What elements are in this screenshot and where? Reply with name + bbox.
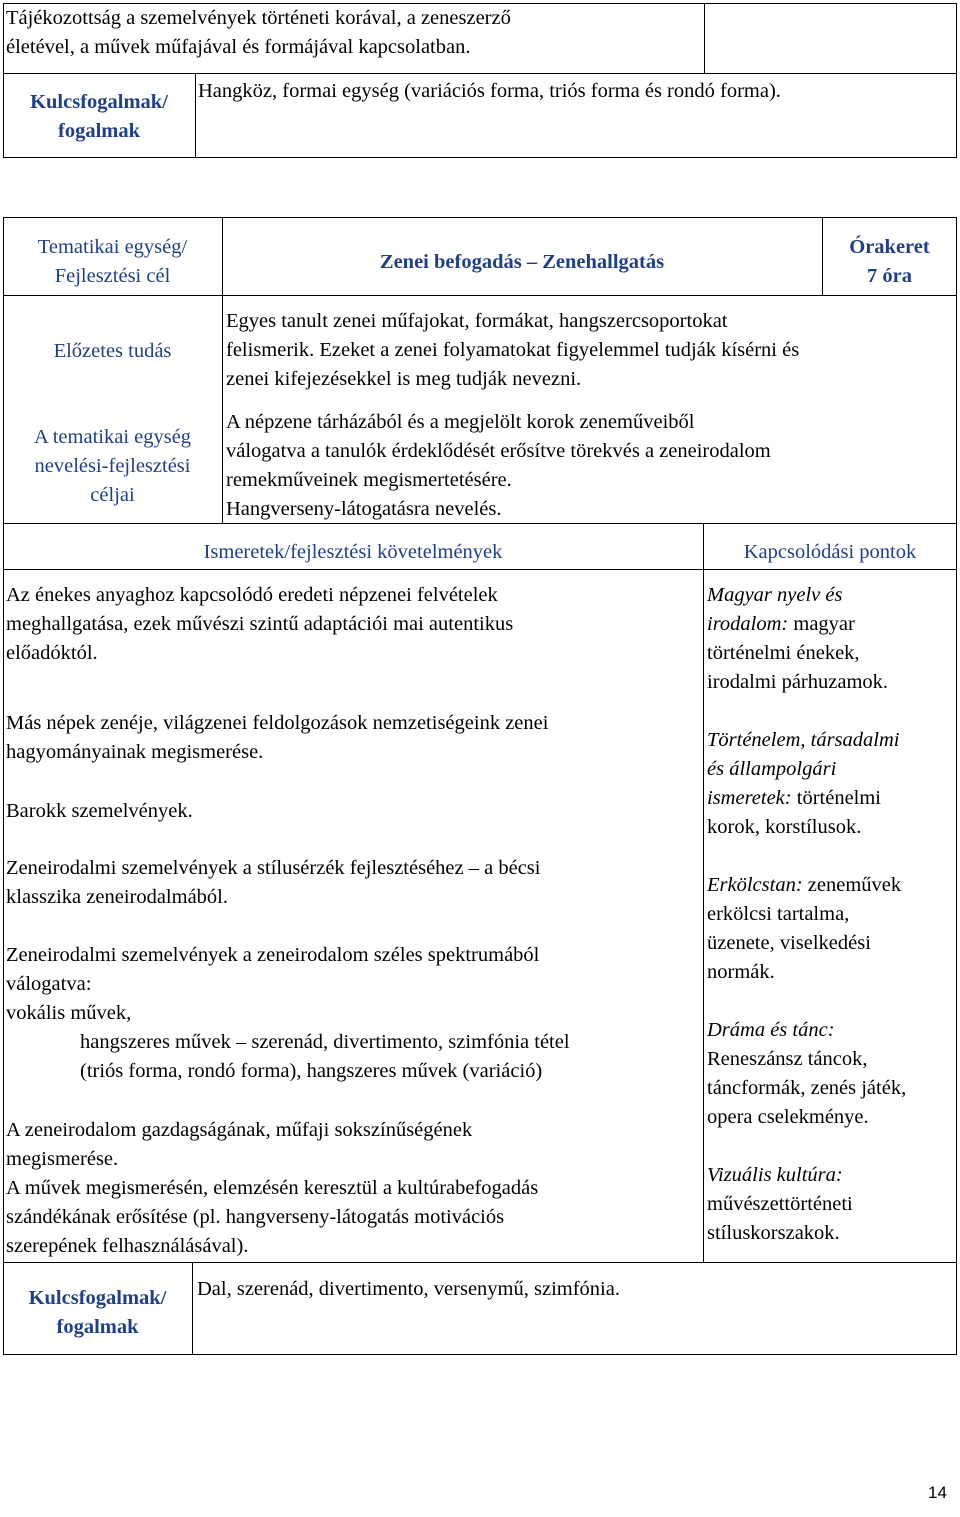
row-divider-1 — [3, 295, 957, 296]
hours-block — [822, 233, 957, 291]
page-number: 14 — [928, 1483, 947, 1502]
req-paragraph-5: Zeneirodalmi szemelvények a zeneirodalom széles spektrumából válogatva: vokális művek, — [6, 944, 540, 1024]
connection-literature: Magyar nyelv és irodalom: magyar történelmi énekek, irodalmi párhuzamok. — [707, 584, 889, 693]
req-paragraph-1: Az énekes anyaghoz kapcsolódó eredeti népzenei felvételek meghallgatása, ezek művészi szintű adaptációi mai autentikus előadóktól. — [6, 584, 514, 664]
req-paragraph-4: Zeneirodalmi szemelvények a stílusérzék fejlesztéséhez – a bécsi klasszika zeneirodalmából. — [6, 857, 541, 908]
req-paragraph-2: Más népek zenéje, világzenei feldolgozások nemzetiségeink zenei hagyományainak megismerése. — [6, 712, 549, 763]
connection-ethics: Erkölcstan: zeneművek erkölcsi tartalma, üzenete, viselkedési normák. — [707, 874, 902, 983]
top-table-label-divider — [195, 73, 196, 158]
connection-drama: Dráma és tánc: Reneszánsz táncok, táncformák, zenés játék, opera cselekménye. — [707, 1019, 907, 1128]
top-table-divider — [704, 3, 705, 73]
prior-label: Előzetes tudás — [53, 340, 172, 362]
unit-header-label: Tematikai egység/ Fejlesztési cél — [37, 236, 188, 287]
req-paragraph-5-indent: hangszeres művek – szerenád, divertimento, szimfónia tétel (triós forma, rondó forma), hangszeres művek (variáció) — [80, 1031, 570, 1082]
bottom-key-label: Kulcsfogalmak/ fogalmak — [28, 1287, 167, 1338]
prior-text: Egyes tanult zenei műfajokat, formákat, hangszercsoportokat felismerik. Ezeket a zenei folyamatokat figyelemmel tudják kísérni és zenei kifejezésekkel is meg tudják nevezni. — [226, 310, 800, 390]
bottom-key-text: Dal, szerenád, divertimento, versenymű, szimfónia. — [197, 1278, 620, 1300]
goals-text: A népzene tárházából és a megjelölt korok zeneműveiből válogatva a tanulók érdeklődését erősítve törekvés a zeneirodalom remekműveinek megismertetésére. Hangverseny-látogatásra nevelés. — [226, 411, 771, 520]
goals-label: A tematikai egység nevelési-fejlesztési céljai — [33, 426, 192, 506]
connections-header: Kapcsolódási pontok — [743, 541, 917, 563]
req-paragraph-6: A zeneirodalom gazdagságának, műfaji sokszínűségének megismerése. A művek megismerésén, elemzésén keresztül a kultúrabefogadás szándékának erősítése (pl. hangverseny-látogatás motivációs szerepének felhasználásával). — [6, 1119, 539, 1257]
intro-text: Tájékozottság a szemelvények történeti korával, a zeneszerző életével, a művek műfajával és formájával kapcsolatban. — [6, 7, 511, 58]
connection-visual: Vizuális kultúra: művészettörténeti stíluskorszakok. — [707, 1164, 853, 1244]
hours-label: Órakeret — [849, 236, 930, 258]
top-key-label: Kulcsfogalmak/ fogalmak — [30, 91, 168, 142]
connection-history: Történelem, társadalmi és állampolgári ismeretek: történelmi korok, korstílusok. — [707, 729, 900, 838]
unit-title: Zenei befogadás – Zenehallgatás — [379, 251, 665, 273]
hours-value: 7 óra — [867, 265, 912, 287]
bottom-key-divider — [192, 1262, 193, 1355]
row-divider-4 — [3, 1262, 957, 1263]
connections-divider — [703, 523, 704, 1262]
row-divider-3 — [3, 569, 957, 570]
req-paragraph-3: Barokk szemelvények. — [6, 800, 193, 822]
requirements-header: Ismeretek/fejlesztési követelmények — [203, 541, 503, 563]
top-key-text: Hangköz, formai egység (variációs forma, triós forma és rondó forma). — [198, 80, 781, 102]
top-table-row-divider — [3, 73, 957, 74]
